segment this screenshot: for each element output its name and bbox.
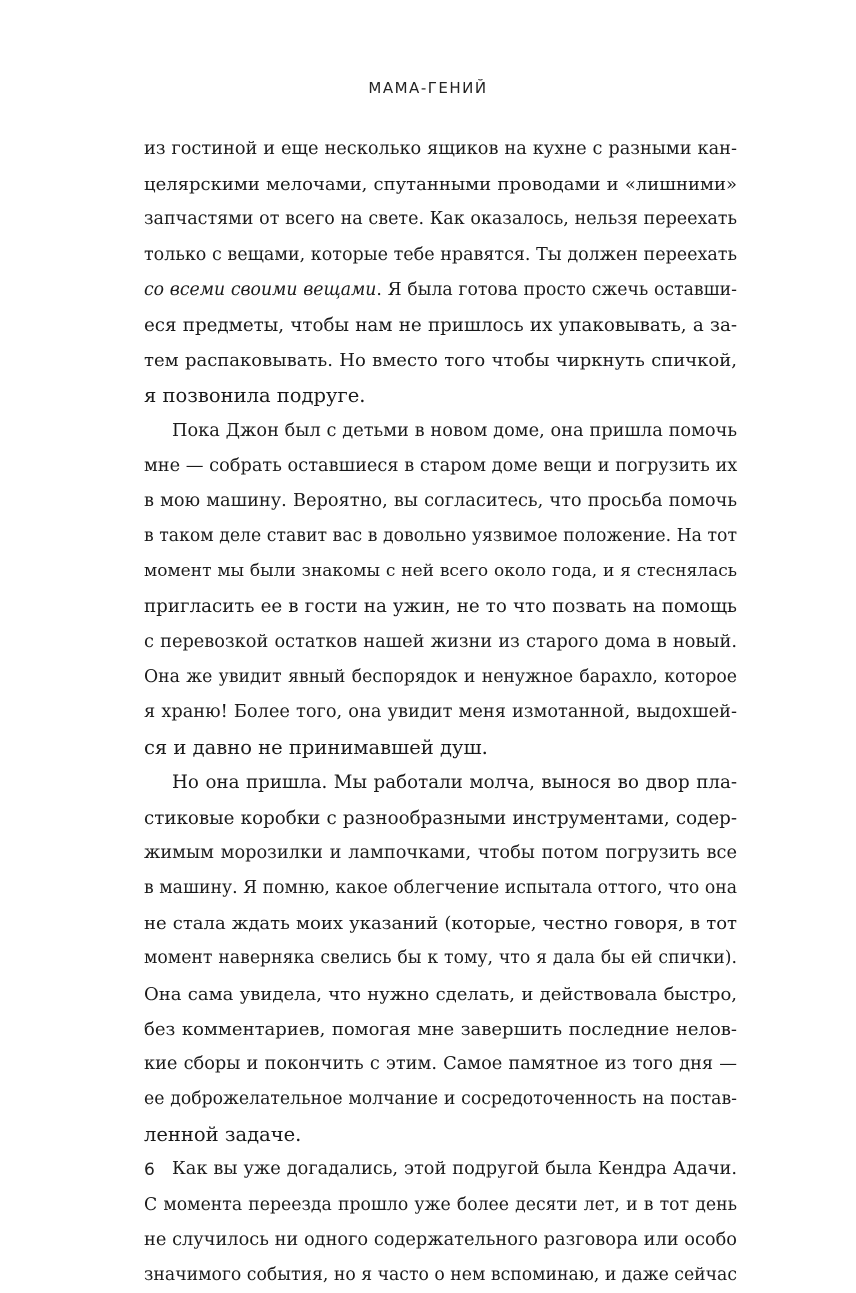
text-line: не стала ждать моих указаний (которые, честно говоря, в тот	[144, 913, 737, 935]
text-line: кие сборы и покончить с этим. Самое памятное из того дня —	[144, 1053, 737, 1074]
text-line: запчастями от всего на свете. Как оказалось, нельзя переехать	[144, 209, 737, 230]
page-number: 6	[144, 1160, 155, 1180]
running-header: МАМА-ГЕНИЙ	[368, 79, 488, 97]
italic-phrase: со всеми своими вещами	[144, 279, 377, 300]
text-line: еся предметы, чтобы нам не пришлось их упаковывать, а за-	[144, 314, 737, 336]
text-line: только с вещами, которые тебе нравятся. Ты должен переехать	[144, 244, 737, 265]
text-line: без комментариев, помогая мне завершить последние нелов-	[144, 1018, 737, 1040]
text-line: тем распаковывать. Но вместо того чтобы чиркнуть спичкой,	[144, 350, 737, 372]
text-line: я позвонила подруге.	[144, 384, 366, 408]
body-text	[144, 132, 737, 1293]
text-line: с перевозкой остатков нашей жизни из старого дома в новый.	[144, 631, 737, 652]
text-line: ся и давно не принимавшей душ.	[144, 736, 488, 760]
text-line: момент мы были знакомы с ней всего около года, и я стеснялась	[144, 561, 737, 582]
text-line	[144, 273, 737, 308]
text-line: значимого события, но я часто о нем вспоминаю, и даже сейчас	[144, 1265, 737, 1285]
text-line: Она же увидит явный беспорядок и ненужное барахло, которое	[144, 666, 737, 687]
text-line: Но она пришла. Мы работали молча, вынося во двор пла-	[172, 772, 737, 794]
text-line: Пока Джон был с детьми в новом доме, она пришла помочь	[172, 420, 737, 441]
text-line: в машину. Я помню, какое облегчение испытала оттого, что она	[144, 877, 737, 898]
text-line: мне — собрать оставшиеся в старом доме вещи и погрузить их	[144, 455, 738, 476]
text-line: Как вы уже догадались, этой подругой была Кендра Адачи.	[172, 1159, 737, 1180]
text-line: ее доброжелательное молчание и сосредоточенность на постав-	[144, 1089, 737, 1110]
text-line: стиковые коробки с разнообразными инструментами, содер-	[144, 807, 737, 829]
text-line: в мою машину. Вероятно, вы согласитесь, что просьба помочь	[144, 490, 737, 511]
text-line: Она сама увидела, что нужно сделать, и действовала быстро,	[144, 983, 737, 1005]
text-line: ленной задаче.	[144, 1123, 302, 1147]
text-line: в таком деле ставит вас в довольно уязвимое положение. На тот	[144, 526, 737, 547]
text-line: момент наверняка свелись бы к тому, что я дала бы ей спички).	[144, 948, 737, 969]
text-line: из гостиной и еще несколько ящиков на кухне с разными кан-	[144, 139, 737, 159]
text-line: пригласить ее в гости на ужин, не то что позвать на помощь	[144, 596, 737, 618]
text-line: целярскими мелочами, спутанными проводами и «лишними»	[144, 174, 737, 196]
text-line: не случилось ни одного содержательного разговора или особо	[144, 1229, 737, 1250]
text-line-rest: . Я была готова просто сжечь оставши-	[376, 279, 738, 300]
text-line: я храню! Более того, она увидит меня измотанной, выдохшей-	[144, 702, 737, 722]
text-line: С момента переезда прошло уже более десяти лет, и в тот день	[144, 1194, 737, 1215]
text-line: жимым морозилки и лампочками, чтобы потом погрузить все	[144, 842, 737, 863]
